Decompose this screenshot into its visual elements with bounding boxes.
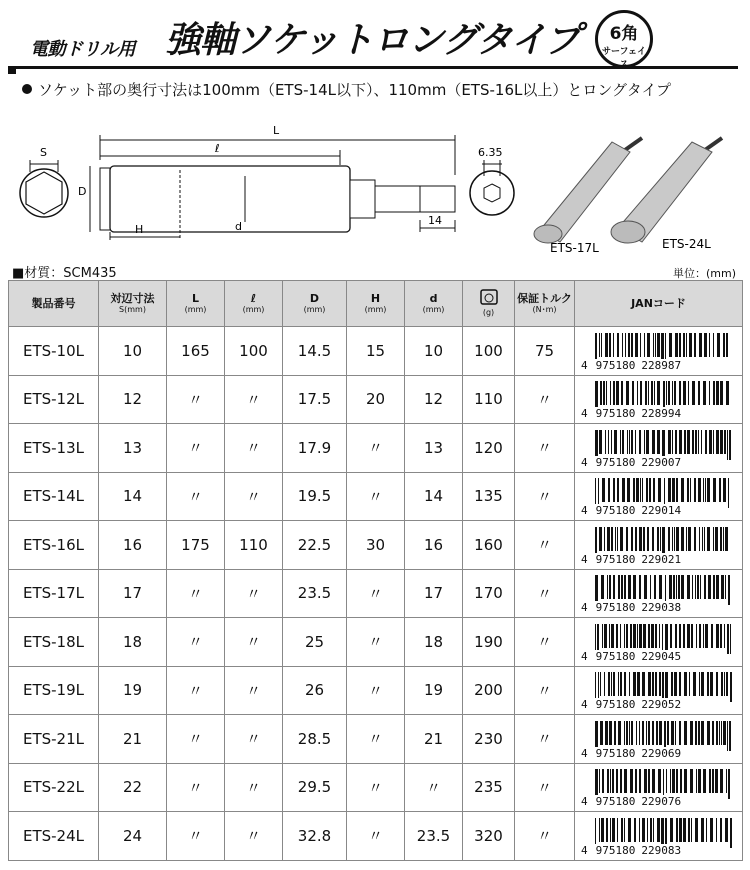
jan-group-2: 229014 (641, 504, 682, 518)
column-unit: (mm) (364, 305, 387, 315)
note-text: ソケット部の奥行寸法は100mm（ETS-14L以下）、110mm（ETS-16L以上）とロングタイプ (38, 81, 671, 99)
cell-t: 〃 (515, 763, 575, 812)
dim-hex-label: 6.35 (478, 146, 503, 159)
column-unit: (g) (482, 308, 495, 318)
table-row (9, 327, 743, 376)
cell-l: 〃 (225, 569, 283, 618)
cell-s: 10 (99, 327, 167, 376)
cell-D: 23.5 (283, 569, 347, 618)
cell-t: 〃 (515, 715, 575, 764)
cell-L: 〃 (167, 424, 225, 473)
cell-t: 〃 (515, 472, 575, 521)
cell-D: 28.5 (283, 715, 347, 764)
cell-t: 〃 (515, 618, 575, 667)
jan-prefix: 4 (581, 455, 588, 469)
cell-D: 26 (283, 666, 347, 715)
cell-g: 100 (463, 327, 515, 376)
jan-prefix: 4 (581, 843, 588, 857)
weight-scale-icon (480, 289, 498, 305)
cell-d: 23.5 (405, 812, 463, 861)
cell-d: 19 (405, 666, 463, 715)
dim-d-label: d (235, 220, 242, 233)
cell-D: 29.5 (283, 763, 347, 812)
column-unit: (mm) (422, 305, 445, 315)
jan-digits (581, 698, 681, 711)
jan-barcode (575, 521, 743, 570)
cell-H: 〃 (347, 472, 405, 521)
cell-l: 〃 (225, 618, 283, 667)
page-title: 強軸ソケットロングタイプ (165, 20, 580, 61)
jan-prefix: 4 (581, 552, 588, 566)
header-marker (8, 66, 16, 74)
jan-prefix: 4 (581, 504, 588, 518)
cell-t: 〃 (515, 521, 575, 570)
jan-barcode (575, 327, 743, 376)
badge-top: 6角 (609, 24, 639, 44)
cell-L: 〃 (167, 812, 225, 861)
cell-H: 〃 (347, 763, 405, 812)
cell-l: 〃 (225, 715, 283, 764)
jan-prefix: 4 (581, 601, 588, 615)
cell-d: 10 (405, 327, 463, 376)
cell-d: 14 (405, 472, 463, 521)
cell-g: 200 (463, 666, 515, 715)
column-unit: S(mm) (119, 305, 146, 315)
column-header (575, 281, 743, 327)
column-header (225, 281, 283, 327)
socket-end-view (20, 146, 68, 217)
column-header (283, 281, 347, 327)
column-header (405, 281, 463, 327)
jan-group-1: 975180 (595, 746, 636, 760)
cell-t: 〃 (515, 424, 575, 473)
table-row (9, 666, 743, 715)
table-row (9, 521, 743, 570)
header-subtitle: 電動ドリル用 (30, 39, 135, 60)
cell-L: 〃 (167, 618, 225, 667)
dim-s-label: S (40, 146, 47, 159)
cell-t: 〃 (515, 375, 575, 424)
jan-group-1: 975180 (595, 649, 636, 663)
cell-d: 16 (405, 521, 463, 570)
jan-barcode (575, 472, 743, 521)
dim-H-label: H (135, 223, 144, 236)
unit-label: 単位：(mm) (672, 267, 736, 280)
cell-d: 12 (405, 375, 463, 424)
jan-barcode (575, 569, 743, 618)
dim-D-label: D (78, 185, 87, 198)
jan-digits (581, 456, 681, 469)
cell-t: 〃 (515, 666, 575, 715)
dim-L-label: L (273, 124, 280, 137)
cell-H: 〃 (347, 666, 405, 715)
cell-model: ETS-12L (9, 375, 99, 424)
jan-group-1: 975180 (595, 698, 636, 712)
cell-model: ETS-24L (9, 812, 99, 861)
column-label: JANコード (631, 296, 686, 310)
cell-l: 110 (225, 521, 283, 570)
cell-g: 320 (463, 812, 515, 861)
cell-d: 17 (405, 569, 463, 618)
cell-l: 〃 (225, 375, 283, 424)
cell-D: 22.5 (283, 521, 347, 570)
cell-D: 14.5 (283, 327, 347, 376)
table-header-row (9, 281, 743, 327)
cell-s: 22 (99, 763, 167, 812)
cell-g: 170 (463, 569, 515, 618)
cell-g: 120 (463, 424, 515, 473)
cell-d: 18 (405, 618, 463, 667)
dim-tip-label: 14 (428, 214, 442, 227)
column-header (463, 281, 515, 327)
column-label: 保証トルク (517, 292, 572, 306)
jan-prefix: 4 (581, 746, 588, 760)
cell-d: 〃 (405, 763, 463, 812)
cell-D: 25 (283, 618, 347, 667)
jan-group-2: 229076 (641, 795, 682, 809)
column-unit: (mm) (184, 305, 207, 315)
cell-s: 24 (99, 812, 167, 861)
jan-group-2: 229021 (641, 552, 682, 566)
cell-model: ETS-13L (9, 424, 99, 473)
table-row (9, 375, 743, 424)
jan-barcode (575, 375, 743, 424)
jan-group-2: 229052 (641, 698, 682, 712)
column-label: D (309, 292, 320, 306)
jan-digits (581, 795, 681, 808)
cell-H: 〃 (347, 424, 405, 473)
cell-L: 〃 (167, 715, 225, 764)
cell-d: 13 (405, 424, 463, 473)
cell-g: 190 (463, 618, 515, 667)
column-unit: (N･m) (532, 305, 557, 315)
cell-s: 12 (99, 375, 167, 424)
jan-prefix: 4 (581, 649, 588, 663)
cell-model: ETS-10L (9, 327, 99, 376)
jan-digits (581, 844, 681, 857)
jan-group-2: 228987 (641, 358, 682, 372)
jan-barcode (575, 812, 743, 861)
cell-g: 135 (463, 472, 515, 521)
jan-group-1: 975180 (595, 407, 636, 421)
jan-group-1: 975180 (595, 552, 636, 566)
socket-side-view (78, 124, 455, 240)
table-row (9, 812, 743, 861)
cell-model: ETS-17L (9, 569, 99, 618)
jan-barcode (575, 715, 743, 764)
product-label-2: ETS-24L (662, 237, 711, 251)
jan-digits (581, 650, 681, 663)
jan-group-1: 975180 (595, 601, 636, 615)
jan-group-2: 229083 (641, 843, 682, 857)
cell-model: ETS-18L (9, 618, 99, 667)
badge-bottom: サーフェイス (601, 47, 647, 70)
table-row (9, 472, 743, 521)
column-header (167, 281, 225, 327)
cell-H: 30 (347, 521, 405, 570)
jan-group-1: 975180 (595, 358, 636, 372)
cell-l: 〃 (225, 666, 283, 715)
cell-s: 16 (99, 521, 167, 570)
column-label: ℓ (250, 292, 257, 306)
column-header (9, 281, 99, 327)
cell-H: 〃 (347, 812, 405, 861)
jan-barcode (575, 424, 743, 473)
cell-s: 19 (99, 666, 167, 715)
jan-digits (581, 553, 681, 566)
jan-prefix: 4 (581, 795, 588, 809)
jan-group-2: 229038 (641, 601, 682, 615)
column-unit: (mm) (303, 305, 326, 315)
cell-D: 17.5 (283, 375, 347, 424)
jan-digits (581, 601, 681, 614)
cell-s: 14 (99, 472, 167, 521)
cell-l: 〃 (225, 812, 283, 861)
jan-barcode (575, 618, 743, 667)
jan-digits (581, 407, 681, 420)
cell-L: 〃 (167, 763, 225, 812)
cell-H: 〃 (347, 618, 405, 667)
column-label: 対辺寸法 (110, 292, 155, 306)
cell-L: 175 (167, 521, 225, 570)
cell-s: 21 (99, 715, 167, 764)
cell-H: 〃 (347, 715, 405, 764)
jan-group-1: 975180 (595, 795, 636, 809)
hex-drive-view (470, 146, 514, 215)
cell-D: 19.5 (283, 472, 347, 521)
column-unit: (mm) (242, 305, 265, 315)
cell-s: 18 (99, 618, 167, 667)
product-label-1: ETS-17L (550, 241, 599, 255)
column-label: H (370, 292, 381, 306)
material-label: ■材質：SCM435 (12, 266, 117, 281)
cell-D: 32.8 (283, 812, 347, 861)
cell-L: 165 (167, 327, 225, 376)
table-row (9, 569, 743, 618)
spec-table (8, 280, 743, 861)
cell-L: 〃 (167, 569, 225, 618)
jan-digits (581, 504, 681, 517)
hex-badge (595, 10, 653, 68)
cell-l: 〃 (225, 763, 283, 812)
cell-model: ETS-14L (9, 472, 99, 521)
cell-s: 13 (99, 424, 167, 473)
cell-g: 110 (463, 375, 515, 424)
cell-L: 〃 (167, 375, 225, 424)
cell-t: 75 (515, 327, 575, 376)
jan-group-1: 975180 (595, 455, 636, 469)
bullet-icon (22, 84, 32, 94)
cell-D: 17.9 (283, 424, 347, 473)
table-row (9, 715, 743, 764)
table-row (9, 618, 743, 667)
cell-L: 〃 (167, 666, 225, 715)
cell-H: 15 (347, 327, 405, 376)
cell-g: 160 (463, 521, 515, 570)
table-body (9, 327, 743, 861)
cell-t: 〃 (515, 569, 575, 618)
cell-model: ETS-21L (9, 715, 99, 764)
cell-l: 〃 (225, 472, 283, 521)
table-row (9, 763, 743, 812)
jan-barcode (575, 763, 743, 812)
column-label: L (191, 292, 199, 306)
jan-prefix: 4 (581, 407, 588, 421)
cell-l: 〃 (225, 424, 283, 473)
cell-H: 〃 (347, 569, 405, 618)
jan-group-2: 229007 (641, 455, 682, 469)
note-line (22, 79, 671, 100)
table-row (9, 424, 743, 473)
cell-g: 230 (463, 715, 515, 764)
column-label: 製品番号 (31, 296, 76, 310)
cell-d: 21 (405, 715, 463, 764)
column-header (99, 281, 167, 327)
jan-group-2: 229069 (641, 746, 682, 760)
jan-prefix: 4 (581, 358, 588, 372)
cell-H: 20 (347, 375, 405, 424)
jan-group-2: 229045 (641, 649, 682, 663)
jan-group-2: 228994 (641, 407, 682, 421)
jan-digits (581, 359, 681, 372)
jan-digits (581, 747, 681, 760)
jan-barcode (575, 666, 743, 715)
cell-g: 235 (463, 763, 515, 812)
jan-group-1: 975180 (595, 504, 636, 518)
cell-t: 〃 (515, 812, 575, 861)
column-label: d (429, 292, 438, 306)
column-header (515, 281, 575, 327)
column-header (347, 281, 405, 327)
dimension-diagram (0, 110, 750, 260)
jan-group-1: 975180 (595, 843, 636, 857)
cell-l: 100 (225, 327, 283, 376)
cell-L: 〃 (167, 472, 225, 521)
cell-model: ETS-19L (9, 666, 99, 715)
cell-s: 17 (99, 569, 167, 618)
cell-model: ETS-22L (9, 763, 99, 812)
cell-model: ETS-16L (9, 521, 99, 570)
jan-prefix: 4 (581, 698, 588, 712)
dim-l-label: ℓ (215, 142, 220, 155)
